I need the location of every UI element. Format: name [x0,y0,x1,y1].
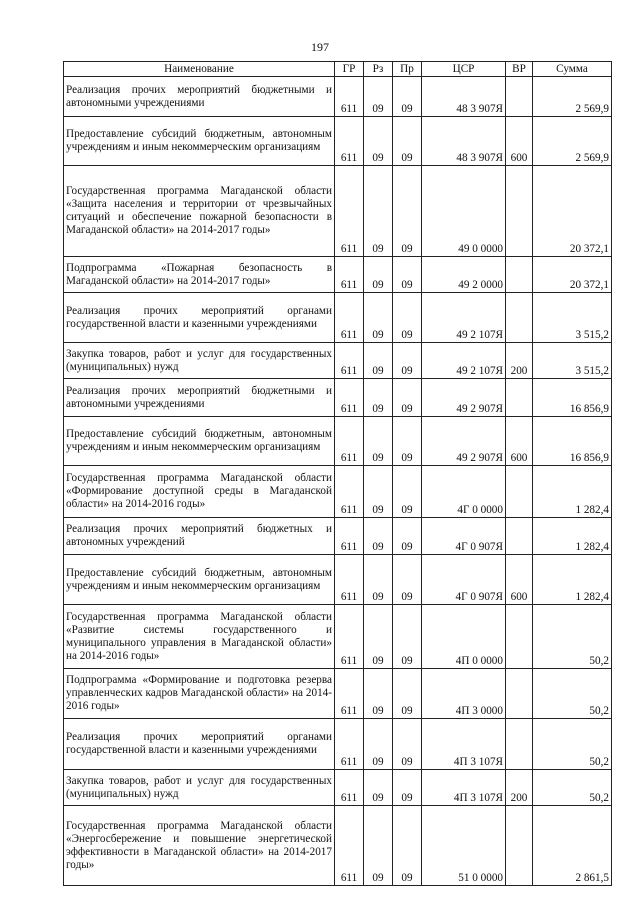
row-name-cell: Реализация прочих мероприятий органами государственной власти и казенными учреждениями [64,293,335,343]
row-sum-cell: 2 569,9 [533,77,612,117]
row-vr-cell: 600 [506,117,533,166]
table-row [64,555,612,605]
row-gr-cell: 611 [335,669,364,719]
header-name: Наименование [64,62,335,77]
row-csr-cell: 4П 0 0000 [422,605,506,669]
table-header-row [64,62,612,77]
row-vr-cell [506,518,533,555]
row-gr-cell: 611 [335,77,364,117]
header-vr: ВР [506,62,533,77]
row-sum-cell: 2 569,9 [533,117,612,166]
row-name-cell: Предоставление субсидий бюджетным, автономным учреждениям и иным некоммерческим организациям [64,117,335,166]
row-gr-cell: 611 [335,518,364,555]
row-csr-cell: 4Г 0 907Я [422,555,506,605]
row-rz-cell: 09 [364,770,393,806]
row-sum-cell: 1 282,4 [533,555,612,605]
row-csr-cell: 4П 3 107Я [422,719,506,770]
row-rz-cell: 09 [364,417,393,466]
row-sum-cell: 50,2 [533,770,612,806]
row-csr-cell: 48 3 907Я [422,77,506,117]
row-rz-cell: 09 [364,806,393,886]
row-gr-cell: 611 [335,806,364,886]
row-rz-cell: 09 [364,466,393,518]
header-rz: Рз [364,62,393,77]
row-name-cell: Предоставление субсидий бюджетным, автономным учреждениям и иным некоммерческим организациям [64,417,335,466]
row-name-cell: Предоставление субсидий бюджетным, автономным учреждениям и иным некоммерческим организациям [64,555,335,605]
row-pr-cell: 09 [393,117,422,166]
row-pr-cell: 09 [393,518,422,555]
table-row [64,466,612,518]
row-gr-cell: 611 [335,379,364,417]
row-rz-cell: 09 [364,719,393,770]
page-number: 197 [311,40,329,54]
row-rz-cell: 09 [364,669,393,719]
row-pr-cell: 09 [393,379,422,417]
row-vr-cell: 200 [506,770,533,806]
row-rz-cell: 09 [364,77,393,117]
row-rz-cell: 09 [364,117,393,166]
row-vr-cell [506,669,533,719]
row-vr-cell: 600 [506,417,533,466]
row-rz-cell: 09 [364,605,393,669]
row-vr-cell [506,605,533,669]
row-csr-cell: 49 2 107Я [422,293,506,343]
row-sum-cell: 20 372,1 [533,166,612,257]
row-gr-cell: 611 [335,719,364,770]
row-name-cell: Реализация прочих мероприятий бюджетными и автономными учреждениями [64,77,335,117]
table-row [64,605,612,669]
row-sum-cell: 1 282,4 [533,518,612,555]
row-gr-cell: 611 [335,417,364,466]
row-vr-cell [506,806,533,886]
table-row [64,770,612,806]
row-pr-cell: 09 [393,605,422,669]
row-gr-cell: 611 [335,166,364,257]
row-name-cell: Подпрограмма «Пожарная безопасность в Магаданской области» на 2014-2017 годы» [64,257,335,293]
row-vr-cell [506,77,533,117]
row-pr-cell: 09 [393,770,422,806]
table-row [64,343,612,379]
row-name-cell: Реализация прочих мероприятий органами государственной власти и казенными учреждениями [64,719,335,770]
table-row [64,669,612,719]
table-row [64,417,612,466]
row-name-cell: Закупка товаров, работ и услуг для государственных (муниципальных) нужд [64,343,335,379]
header-sum: Сумма [533,62,612,77]
row-pr-cell: 09 [393,343,422,379]
row-csr-cell: 49 0 0000 [422,166,506,257]
row-rz-cell: 09 [364,379,393,417]
row-csr-cell: 4П 3 107Я [422,770,506,806]
row-vr-cell: 200 [506,343,533,379]
row-pr-cell: 09 [393,466,422,518]
row-csr-cell: 49 2 107Я [422,343,506,379]
row-gr-cell: 611 [335,117,364,166]
row-pr-cell: 09 [393,293,422,343]
row-name-cell: Реализация прочих мероприятий бюджетных и автономных учреждений [64,518,335,555]
row-sum-cell: 50,2 [533,669,612,719]
row-name-cell: Закупка товаров, работ и услуг для государственных (муниципальных) нужд [64,770,335,806]
row-csr-cell: 49 2 0000 [422,257,506,293]
row-name-cell: Государственная программа Магаданской области «Энергосбережение и повышение энергетической эффективности в Магаданской области» на 2014-2017 годы» [64,806,335,886]
row-rz-cell: 09 [364,343,393,379]
table-row [64,77,612,117]
row-pr-cell: 09 [393,806,422,886]
row-sum-cell: 50,2 [533,719,612,770]
table-row [64,117,612,166]
row-pr-cell: 09 [393,166,422,257]
row-csr-cell: 48 3 907Я [422,117,506,166]
row-vr-cell [506,293,533,343]
row-pr-cell: 09 [393,719,422,770]
row-gr-cell: 611 [335,466,364,518]
row-name-cell: Государственная программа Магаданской области «Развитие системы государственного и муниципального управления в Магаданской области» на 2014-2016 годы» [64,605,335,669]
row-rz-cell: 09 [364,257,393,293]
row-vr-cell [506,466,533,518]
table-row [64,166,612,257]
row-rz-cell: 09 [364,293,393,343]
row-vr-cell [506,379,533,417]
row-sum-cell: 20 372,1 [533,257,612,293]
row-pr-cell: 09 [393,417,422,466]
row-csr-cell: 49 2 907Я [422,417,506,466]
row-csr-cell: 4П 3 0000 [422,669,506,719]
header-pr: Пр [393,62,422,77]
row-name-cell: Подпрограмма «Формирование и подготовка резерва управленческих кадров Магаданской области» на 2014-2016 годы» [64,669,335,719]
row-csr-cell: 51 0 0000 [422,806,506,886]
row-rz-cell: 09 [364,518,393,555]
row-pr-cell: 09 [393,77,422,117]
row-gr-cell: 611 [335,343,364,379]
row-csr-cell: 49 2 907Я [422,379,506,417]
table-row [64,379,612,417]
row-sum-cell: 50,2 [533,605,612,669]
row-pr-cell: 09 [393,669,422,719]
row-rz-cell: 09 [364,555,393,605]
row-csr-cell: 4Г 0 907Я [422,518,506,555]
row-name-cell: Реализация прочих мероприятий бюджетными и автономными учреждениями [64,379,335,417]
table-row [64,806,612,886]
row-sum-cell: 3 515,2 [533,293,612,343]
row-pr-cell: 09 [393,257,422,293]
header-csr: ЦСР [422,62,506,77]
row-sum-cell: 16 856,9 [533,417,612,466]
row-name-cell: Государственная программа Магаданской области «Формирование доступной среды в Магаданской области» на 2014-2016 годы» [64,466,335,518]
row-sum-cell: 3 515,2 [533,343,612,379]
row-sum-cell: 2 861,5 [533,806,612,886]
row-csr-cell: 4Г 0 0000 [422,466,506,518]
row-vr-cell: 600 [506,555,533,605]
row-gr-cell: 611 [335,770,364,806]
table-row [64,293,612,343]
row-vr-cell [506,166,533,257]
row-gr-cell: 611 [335,605,364,669]
row-vr-cell [506,719,533,770]
row-name-cell: Государственная программа Магаданской области «Защита населения и территории от чрезвычайных ситуаций и обеспечение пожарной безопасности в Магаданской области» на 2014-2017 годы» [64,166,335,257]
header-gr: ГР [335,62,364,77]
row-gr-cell: 611 [335,257,364,293]
row-pr-cell: 09 [393,555,422,605]
row-gr-cell: 611 [335,555,364,605]
table-row [64,518,612,555]
table-row [64,257,612,293]
budget-table [63,61,612,886]
table-row [64,719,612,770]
row-vr-cell [506,257,533,293]
row-gr-cell: 611 [335,293,364,343]
row-sum-cell: 1 282,4 [533,466,612,518]
row-sum-cell: 16 856,9 [533,379,612,417]
row-rz-cell: 09 [364,166,393,257]
